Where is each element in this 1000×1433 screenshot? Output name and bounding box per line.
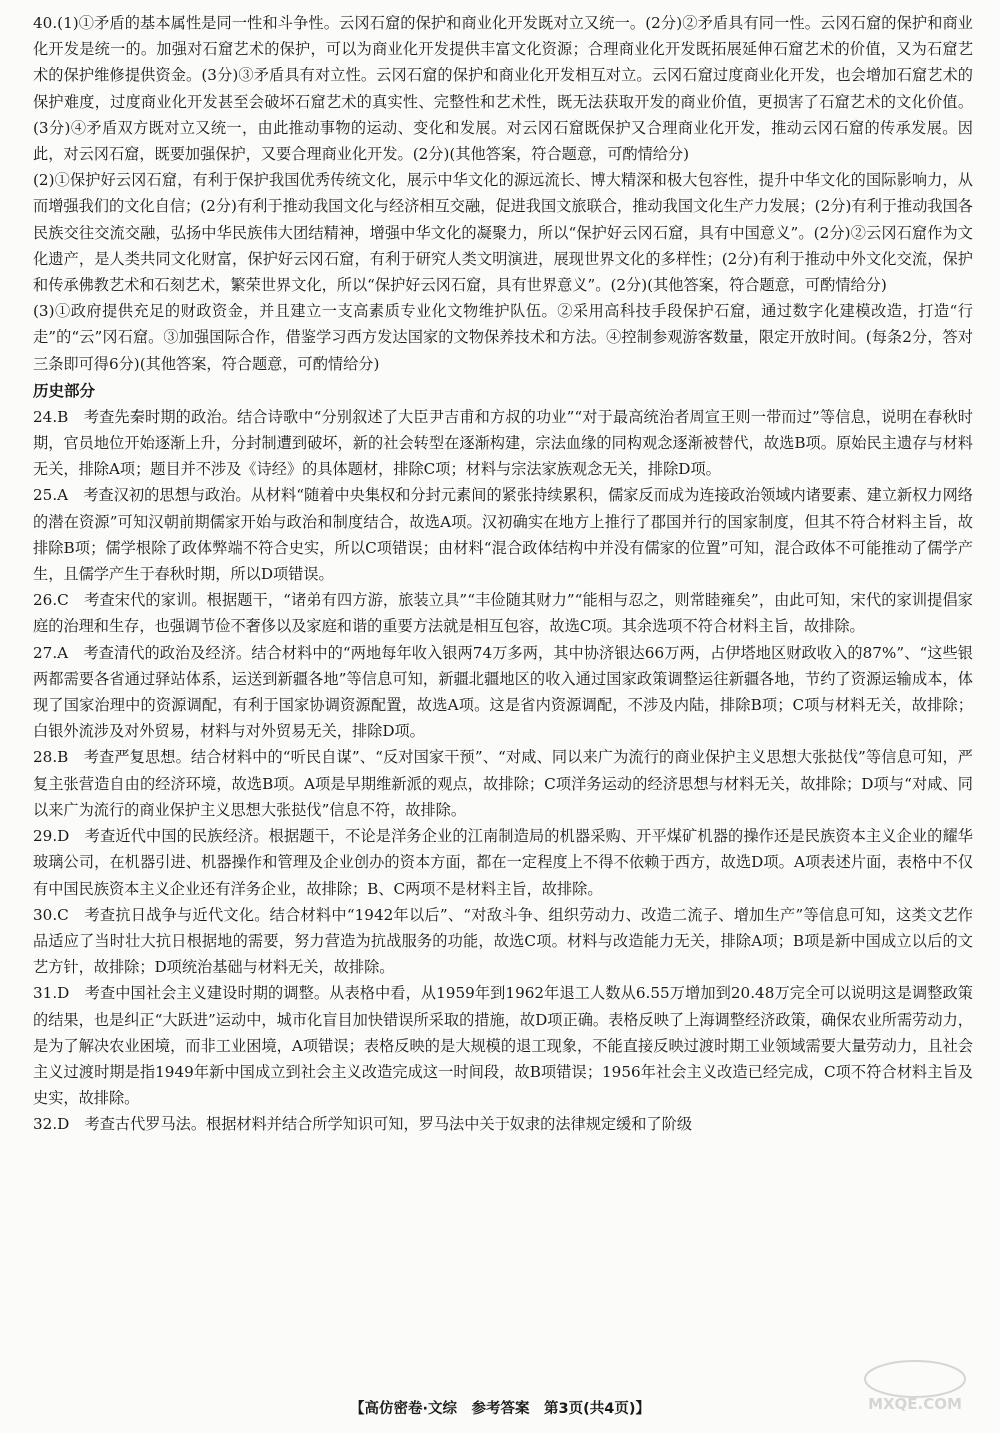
footer-left-bracket: 【 xyxy=(350,1401,365,1417)
q40-part2: (2)①保护好云冈石窟，有利于保护我国优秀传统文化，展示中华文化的源远流长、博大精深和极大包容性，提升中华文化的国际影响力，从而增强我们的文化自信；(2分)有利于推动我国文化与经济相互交融，促进我国文旅联合，推动我国文化生产力发展；(2分)有利于推动我国各民族交往交流交融，弘扬中华民族伟大团结精神，增强中华文化的凝聚力，所以“保护好云冈石窟，具有中国意义”。(2分)②云冈石窟作为文化遗产，是人类共同文化财富，保护好云冈石窟，有利于研究人类文明演进，展现世界文化的多样性；(2分)有利于推动中外文化交流，保护和传承佛教艺术和石刻艺术，繁荣世界文化，所以“保护好云冈石窟，具有世界意义”。(2分)(其他答案，符合题意，可酌情给分) xyxy=(33,171,973,295)
q40-part1: 40.(1)①矛盾的基本属性是同一性和斗争性。云冈石窟的保护和商业化开发既对立又统一。(2分)②矛盾具有同一性。云冈石窟的保护和商业化开发是统一的。加强对石窟艺术的保护，可以为商业化开发提供丰富文化资源；合理商业化开发既拓展延伸石窟艺术的价值，又为石窟艺术的保护维修提供资金。(3分)③矛盾具有对立性。云冈石窟的保护和商业化开发相互对立。云冈石窟过度商业化开发，也会增加石窟艺术的保护难度，过度商业化开发甚至会破坏石窟艺术的真实性、完整性和艺术性，既无法获取开发的商业价值，更损害了石窟艺术的文化价值。(3分)④矛盾双方既对立又统一，由此推动事物的运动、变化和发展。对云冈石窟既保护又合理商业化开发，推动云冈石窟的传承发展。因此，对云冈石窟，既要加强保护，又要合理商业化开发。(2分)(其他答案，符合题意，可酌情给分) xyxy=(33,14,973,164)
q40-part3: (3)①政府提供充足的财政资金，并且建立一支高素质专业化文物维护队伍。②采用高科技手段保护石窟，通过数字化建模改造，打造“行走”的“云”冈石窟。③加强国际合作，借鉴学习西方发达国家的文物保养技术和方法。④控制参观游客数量，限定开放时间。(每条2分，答对三条即可得6分)(其他答案，符合题意，可酌情给分) xyxy=(33,302,973,373)
history-section-heading: 历史部分 xyxy=(33,381,96,400)
site-watermark-logo xyxy=(850,1353,980,1415)
history-item-24: 24.B 考查先秦时期的政治。结合诗歌中“分别叙述了大臣尹吉甫和方叔的功业”“对于最高统治者周宣王则一带而过”等信息，说明在春秋时期，官员地位开始逐渐上升，分封制遭到破坏，新的社会转型在逐渐构建，宗法血缘的同构观念逐渐被替代，故选B项。原始民主遗存与材料无关，排除A项；题目并不涉及《诗经》的具体题材，排除C项；材料与宗法家族观念无关，排除D项。 xyxy=(33,407,973,479)
footer-right-bracket: 】 xyxy=(635,1401,650,1417)
history-item-30: 30.C 考查抗日战争与近代文化。结合材料中“1942年以后”、“对敌斗争、组织劳动力、改造二流子、增加生产”等信息可知，这类文艺作品适应了当时壮大抗日根据地的需要，努力营造为抗战服务的功能，故选C项。材料与改造能力无关，排除A项；B项是新中国成立以后的文艺方针，故排除；D项统治基础与材料无关，故排除。 xyxy=(33,905,973,977)
history-item-28: 28.B 考查严复思想。结合材料中的“听民自谋”、“反对国家干预”、“对咸、同以来广为流行的商业保护主义思想大张挞伐”等信息可知，严复主张营造自由的经济环境，故选B项。A项是早期维新派的观点，故排除；C项洋务运动的经济思想与材料无关，故排除；D项与“对咸、同以来广为流行的商业保护主义思想大张挞伐”信息不符，故排除。 xyxy=(33,748,973,819)
history-item-27: 27.A 考查清代的政治及经济。结合材料中的“两地每年收入银两74万多两，其中协济银达66万两，占伊塔地区财政收入的87%”、“这些银两都需要各省通过驿站体系，运送到新疆各地”等信息可知，新疆北疆地区的收入通过国家政策调整运往新疆各地，节约了资源运输成本，体现了国家治理中的资源调配，有利于国家协调资源配置，故选A项。这是省内资源调配，不涉及内陆，排除B项；C项与材料无关，故排除；白银外流涉及对外贸易，材料与对外贸易无关，排除D项。 xyxy=(33,643,973,741)
footer-text: 高仿密卷·文综 参考答案 第3页(共4页) xyxy=(364,1401,636,1417)
history-item-29: 29.D 考查近代中国的民族经济。根据题干，不论是洋务企业的江南制造局的机器采购、开平煤矿机器的操作还是民族资本主义企业的耀华玻璃公司，在机器引进、机器操作和管理及企业创办的资本方面，都在一定程度上不得不依赖于西方，故选D项。A项表述片面，表格中不仅有中国民族资本主义企业还有洋务企业，故排除；B、C两项不是材料主旨，故排除。 xyxy=(33,827,973,898)
history-item-26: 26.C 考查宋代的家训。根据题干，“诸弟有四方游，旅装立具”“丰俭随其财力”“能相与忍之，则常睦雍矣”，由此可知，宋代的家训提倡家庭的治理和生存，也强调节俭不奢侈以及家庭和谐的重要方法就是相互包容，故选C项。其余选项不符合材料主旨，故排除。 xyxy=(33,591,973,636)
watermark-site-text: MXQE.COM xyxy=(868,1395,962,1413)
history-item-31: 31.D 考查中国社会主义建设时期的调整。从表格中看，从1959年到1962年退工人数从6.55万增加到20.48万完全可以说明这是调整政策的结果，也是纠正“大跃进”运动中，城市化盲目加快错误所采取的措施，故D项正确。表格反映了上海调整经济政策，确保农业所需劳动力，是为了解决农业困境，而非工业困境，A项错误；表格反映的是大规模的退工现象，不能直接反映过渡时期工业领域需要大量劳动力，且社会主义过渡时期是指1949年新中国成立到社会主义改造完成这一时间段，故B项错误；1956年社会主义改造已经完成，C项不符合材料主旨及史实，故排除。 xyxy=(33,984,973,1108)
answer-page xyxy=(33,10,973,1138)
history-item-25: 25.A 考查汉初的思想与政治。从材料“随着中央集权和分封元素间的紧张持续累积，儒家反而成为连接政治领域内诸要素、建立新权力网络的潜在资源”可知汉朝前期儒家开始与政治和制度结合，故选A项。汉初确实在地方上推行了郡国并行的国家制度，但其不符合材料主旨，故排除B项；儒学根除了政体弊端不符合史实，所以C项错误；由材料“混合政体结构中并没有儒家的位置”可知，混合政体不可能推动了儒学产生，且儒学产生于春秋时期，所以D项错误。 xyxy=(33,486,973,584)
history-item-32: 32.D 考查古代罗马法。根据材料并结合所学知识可知，罗马法中关于奴隶的法律规定缓和了阶级 xyxy=(33,1115,693,1134)
